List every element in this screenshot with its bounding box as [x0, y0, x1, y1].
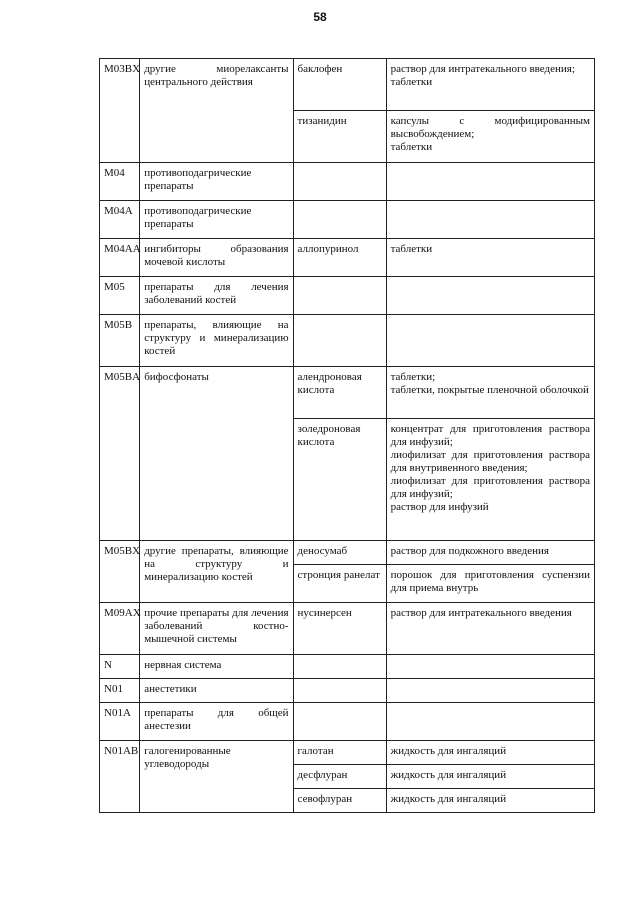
table-row [100, 201, 595, 239]
drug-name-cell: тизанидин [293, 111, 386, 163]
dosage-form-cell [386, 277, 594, 315]
atc-code-cell: N [100, 655, 140, 679]
drug-name-cell: галотан [293, 741, 386, 765]
atc-code-cell: M05 [100, 277, 140, 315]
drug-name-cell: алендроновая кислота [293, 367, 386, 419]
group-name-cell: другие миорелаксанты центрального действия [140, 59, 293, 163]
dosage-form-cell [386, 541, 594, 565]
dosage-form: лиофилизат для приготовления раствора для инфузий; [390, 475, 590, 500]
table-row [100, 277, 595, 315]
group-name-cell: прочие препараты для лечения заболеваний костно-мышечной системы [140, 603, 293, 655]
dosage-form: таблетки, покрытые пленочной оболочкой [390, 384, 589, 396]
group-name-cell: анестетики [140, 679, 293, 703]
drug-name-cell: севофлуран [293, 789, 386, 813]
drug-name-cell [293, 277, 386, 315]
table-row [100, 703, 595, 741]
atc-code-cell: M03BX [100, 59, 140, 163]
table-row [100, 541, 595, 565]
table-row [100, 239, 595, 277]
dosage-form: жидкость для ингаляций [390, 769, 507, 781]
drug-name-cell [293, 703, 386, 741]
dosage-form: лиофилизат для приготовления раствора для внутривенного введения; [390, 449, 590, 474]
dosage-form: жидкость для ингаляций [390, 745, 507, 757]
drug-name-cell [293, 315, 386, 367]
table-row [100, 655, 595, 679]
dosage-form: таблетки; [390, 371, 436, 383]
dosage-form-cell [386, 603, 594, 655]
drug-name-cell [293, 655, 386, 679]
drug-name-cell [293, 201, 386, 239]
drug-table [99, 58, 595, 813]
atc-code-cell: M09AX [100, 603, 140, 655]
table-row [100, 59, 595, 111]
atc-code-cell: M05BA [100, 367, 140, 541]
dosage-form-cell [386, 239, 594, 277]
table-row [100, 163, 595, 201]
dosage-form-cell [386, 367, 594, 419]
dosage-form: раствор для интратекального введения; [390, 63, 575, 75]
dosage-form-cell [386, 765, 594, 789]
dosage-form: порошок для приготовления суспензии для приема внутрь [390, 569, 590, 594]
dosage-form-cell [386, 789, 594, 813]
drug-name-cell: золедроновая кислота [293, 419, 386, 541]
page-number: 58 [313, 10, 327, 24]
drug-name-cell: аллопуринол [293, 239, 386, 277]
dosage-form-cell [386, 315, 594, 367]
drug-name-cell: десфлуран [293, 765, 386, 789]
dosage-form: таблетки [390, 243, 433, 255]
drug-name-cell: баклофен [293, 59, 386, 111]
drug-name-cell: стронция ранелат [293, 565, 386, 603]
atc-code-cell: M04A [100, 201, 140, 239]
dosage-form: капсулы с модифицированным высвобождением; [390, 115, 590, 140]
dosage-form: таблетки [390, 76, 433, 88]
group-name-cell: галогенированные углеводороды [140, 741, 293, 813]
drug-name-cell [293, 163, 386, 201]
table-row [100, 315, 595, 367]
table-row [100, 679, 595, 703]
atc-code-cell: M04AA [100, 239, 140, 277]
group-name-cell: противоподагрические препараты [140, 201, 293, 239]
drug-name-cell [293, 679, 386, 703]
table-row [100, 367, 595, 419]
dosage-form: таблетки [390, 141, 433, 153]
dosage-form: раствор для инфузий [390, 501, 489, 513]
group-name-cell: другие препараты, влияющие на структуру и минерализацию костей [140, 541, 293, 603]
atc-code-cell: M04 [100, 163, 140, 201]
group-name-cell: ингибиторы образования мочевой кислоты [140, 239, 293, 277]
atc-code-cell: M05BX [100, 541, 140, 603]
dosage-form-cell [386, 703, 594, 741]
dosage-form-cell [386, 419, 594, 541]
drug-name-cell: деносумаб [293, 541, 386, 565]
atc-code-cell: N01A [100, 703, 140, 741]
dosage-form: раствор для интратекального введения [390, 607, 572, 619]
dosage-form-cell [386, 655, 594, 679]
atc-code-cell: N01AB [100, 741, 140, 813]
dosage-form-cell [386, 679, 594, 703]
group-name-cell: препараты, влияющие на структуру и минерализацию костей [140, 315, 293, 367]
group-name-cell: противоподагрические препараты [140, 163, 293, 201]
dosage-form: концентрат для приготовления раствора для инфузий; [390, 423, 590, 448]
table-row [100, 741, 595, 765]
dosage-form-cell [386, 565, 594, 603]
group-name-cell: препараты для лечения заболеваний костей [140, 277, 293, 315]
dosage-form-cell [386, 201, 594, 239]
group-name-cell: бифосфонаты [140, 367, 293, 541]
dosage-form-cell [386, 741, 594, 765]
table-row [100, 603, 595, 655]
drug-name-cell: нусинерсен [293, 603, 386, 655]
atc-code-cell: M05B [100, 315, 140, 367]
group-name-cell: препараты для общей анестезии [140, 703, 293, 741]
dosage-form-cell [386, 163, 594, 201]
group-name-cell: нервная система [140, 655, 293, 679]
dosage-form-cell [386, 111, 594, 163]
atc-code-cell: N01 [100, 679, 140, 703]
dosage-form: раствор для подкожного введения [390, 545, 549, 557]
dosage-form: жидкость для ингаляций [390, 793, 507, 805]
dosage-form-cell [386, 59, 594, 111]
